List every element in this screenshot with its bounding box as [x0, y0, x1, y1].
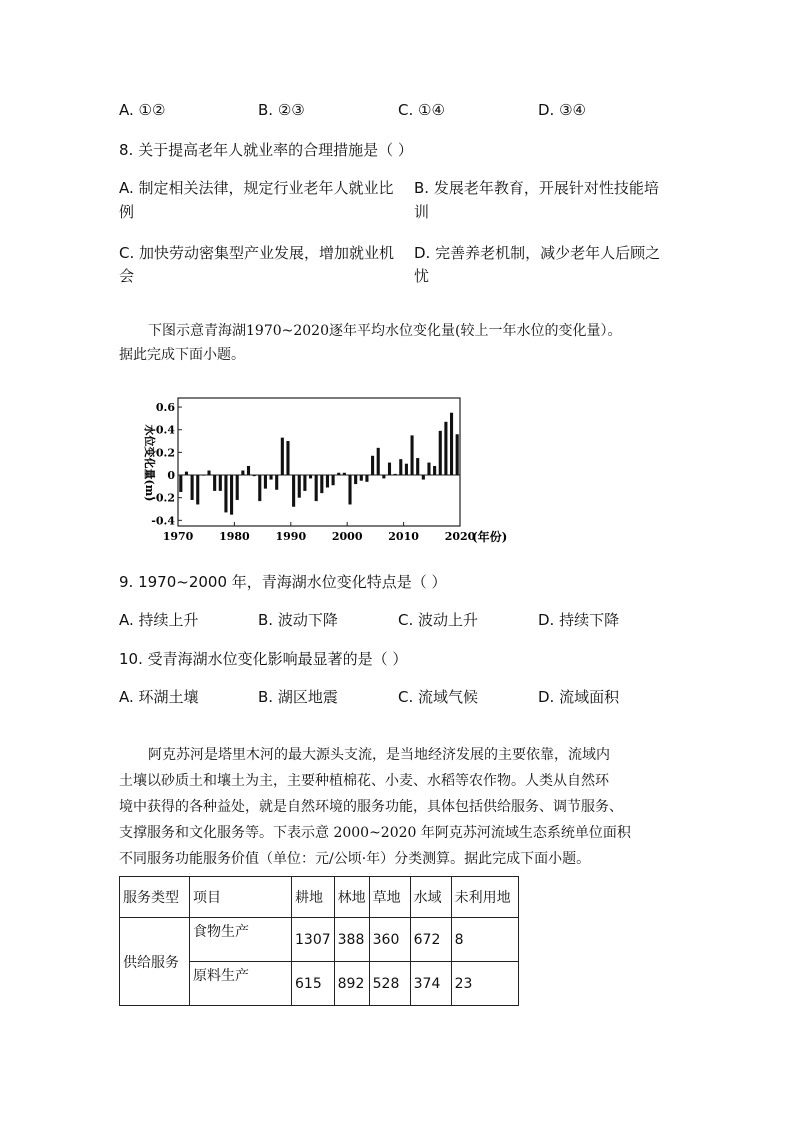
bar-1976 [207, 471, 210, 476]
q9-option-c: C. 波动上升 [398, 611, 479, 629]
q8-option-a-line1: A. 制定相关法律，规定行业老年人就业比 [119, 179, 394, 197]
q10-option-c: C. 流域气候 [398, 688, 479, 706]
bar-2020 [456, 434, 459, 475]
bar-1971 [179, 475, 182, 492]
q8-option-d-line2: 忧 [414, 267, 430, 285]
x-tick-label: 1990 [275, 530, 307, 543]
bar-2007 [382, 475, 385, 478]
bar-1977 [213, 475, 216, 491]
bar-2014 [422, 475, 425, 480]
table-header-cell: 未利用地 [451, 877, 518, 918]
bar-1999 [337, 473, 340, 475]
bar-1992 [298, 475, 301, 498]
x-tick-label: 2020 [444, 530, 476, 543]
q8-option-b-line1: B. 发展老年教育，开展针对性技能培 [414, 179, 659, 197]
bar-1985 [258, 475, 261, 501]
table-header-cell: 林地 [334, 877, 369, 918]
bar-1991 [292, 475, 295, 507]
table-value-cell: 892 [334, 962, 369, 1006]
y-tick-label: 0.4 [155, 423, 175, 437]
intro1-line1: 下图示意青海湖1970~2020逐年平均水位变化量(较上一年水位的变化量）。 [148, 323, 622, 339]
q10-stem: 10. 受青海湖水位变化影响最显著的是（ ） [119, 650, 408, 668]
q9-option-a: A. 持续上升 [119, 611, 199, 629]
bar-1997 [326, 475, 329, 487]
q8-option-d-line1: D. 完善养老机制，减少老年人后顾之 [414, 244, 661, 262]
table-value-cell: 528 [369, 962, 410, 1006]
q10-option-a: A. 环湖土壤 [119, 688, 199, 706]
table-value-cell: 388 [334, 918, 369, 962]
q9-option-d: D. 持续下降 [538, 611, 620, 629]
bar-1974 [196, 475, 199, 504]
table-value-cell: 374 [410, 962, 451, 1006]
table-header-cell: 服务类型 [120, 877, 190, 918]
bar-2003 [360, 475, 363, 481]
q7-option-c: C. ①④ [398, 101, 445, 119]
q8-option-a-line2: 例 [119, 203, 135, 221]
bar-2013 [416, 458, 419, 475]
bar-2005 [371, 456, 374, 475]
water-level-chart [140, 393, 520, 548]
table-header-cell: 项目 [190, 877, 292, 918]
table-header-cell: 水域 [410, 877, 451, 918]
intro2-line4: 支撑服务和文化服务等。下表示意 2000~2020 年阿克苏河流域生态系统单位面积 [119, 825, 631, 841]
bar-2001 [348, 475, 351, 504]
table-header-cell: 耕地 [292, 877, 335, 918]
bar-1978 [219, 475, 222, 491]
y-tick-label: 0.6 [155, 401, 175, 415]
bar-1981 [236, 475, 239, 500]
table-value-cell: 360 [369, 918, 410, 962]
y-tick-label: 0.2 [155, 446, 175, 460]
bar-1983 [247, 466, 250, 475]
bar-1994 [309, 475, 312, 478]
q8-option-c-line2: 会 [119, 267, 135, 285]
table-value-cell: 615 [292, 962, 335, 1006]
y-tick-label: -0.4 [151, 514, 175, 528]
q7-option-b: B. ②③ [258, 101, 305, 119]
intro1-line2: 据此完成下面小题。 [119, 347, 245, 363]
intro2-line3: 境中获得的各种益处，就是自然环境的服务功能，具体包括供给服务、调节服务、 [119, 799, 623, 815]
bar-1989 [281, 438, 284, 475]
q9-stem: 9. 1970~2000 年，青海湖水位变化特点是（ ） [119, 573, 447, 591]
table-value-cell: 8 [451, 918, 518, 962]
intro2-line1: 阿克苏河是塔里木河的最大源头支流，是当地经济发展的主要依靠，流域内 [148, 747, 610, 763]
x-tick-label: 2000 [331, 530, 363, 543]
y-tick-label: -0.2 [151, 491, 175, 505]
bar-1986 [264, 475, 267, 489]
bar-2006 [377, 448, 380, 475]
bar-1984 [253, 475, 256, 476]
q9-option-b: B. 波动下降 [258, 611, 338, 629]
table-item-cell: 食物生产 [190, 918, 292, 962]
x-tick-label: 1980 [219, 530, 250, 543]
bar-1975 [202, 475, 205, 476]
table-header-cell: 草地 [369, 877, 410, 918]
bar-1990 [286, 441, 289, 475]
bar-2016 [433, 466, 436, 475]
bar-2011 [405, 464, 408, 475]
bar-1980 [230, 475, 233, 515]
bar-1982 [241, 471, 244, 476]
table-value-cell: 23 [451, 962, 518, 1006]
q10-option-b: B. 湖区地震 [258, 688, 338, 706]
bars-group [179, 413, 458, 515]
intro2-line5: 不同服务功能服务价值（单位：元/公顷·年）分类测算。据此完成下面小题。 [119, 851, 591, 867]
q8-option-b-line2: 训 [414, 203, 430, 221]
q7-option-d: D. ③④ [538, 101, 586, 119]
table-item-cell: 原料生产 [190, 962, 292, 1006]
bar-1996 [320, 475, 323, 493]
bar-2010 [399, 459, 402, 475]
q8-stem: 8. 关于提高老年人就业率的合理措施是（ ） [119, 141, 413, 159]
x-tick-label: 2010 [388, 530, 419, 543]
bar-1995 [315, 475, 318, 501]
bar-1979 [224, 475, 227, 512]
x-ticks-group [163, 522, 476, 543]
y-axis-label: 水位变化量(m) [143, 424, 156, 502]
table-value-cell: 1307 [292, 918, 335, 962]
bar-1987 [270, 475, 273, 480]
y-tick-label: 0 [167, 469, 175, 483]
bar-2004 [365, 475, 368, 482]
bar-2008 [388, 463, 391, 475]
bar-2002 [354, 475, 357, 484]
q10-option-d: D. 流域面积 [538, 688, 620, 706]
q7-option-a: A. ①② [119, 101, 166, 119]
bar-2015 [427, 463, 430, 475]
bar-2012 [411, 435, 414, 475]
bar-2018 [444, 422, 447, 475]
table-row [120, 918, 519, 962]
x-tick-label: 1970 [162, 530, 194, 543]
table-header-row [120, 877, 519, 918]
x-axis-label: (年份) [472, 530, 508, 544]
bar-2009 [394, 474, 397, 475]
bar-1998 [332, 475, 335, 485]
table-value-cell: 672 [410, 918, 451, 962]
intro2-line2: 土壤以砂质土和壤土为主，主要种植棉花、小麦、水稻等农作物。人类从自然环 [119, 773, 609, 789]
q8-option-c-line1: C. 加快劳动密集型产业发展，增加就业机 [119, 244, 395, 262]
bar-2017 [439, 431, 442, 475]
bar-1972 [185, 472, 188, 475]
bar-1988 [275, 475, 278, 490]
bar-1973 [191, 475, 194, 500]
bar-2000 [343, 473, 346, 475]
service-value-table [119, 876, 519, 1006]
table-group-cell: 供给服务 [120, 918, 190, 1006]
bar-2019 [450, 413, 453, 475]
bar-1993 [303, 475, 306, 491]
